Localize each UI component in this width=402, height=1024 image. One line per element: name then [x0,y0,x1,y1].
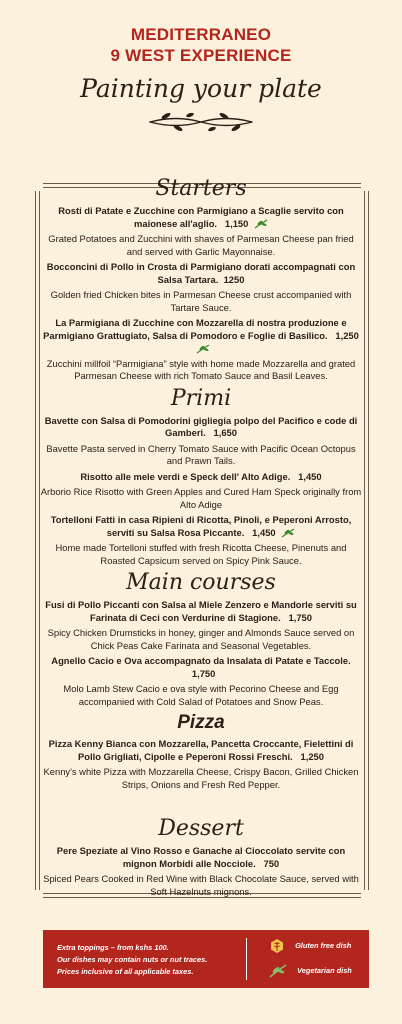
dish-price: 1,450 [298,470,322,482]
footer-divider [246,938,247,980]
dish-english: Spiced Pears Cooked in Red Wine with Black Chocolate Sauce, served with Soft Hazelnuts mignons. [43,873,359,897]
vegetarian-leaf-icon [281,528,295,538]
dish-italian: Risotto alle mele verdi e Speck dell' Alto Adige. [80,470,291,482]
dish-english: Spicy Chicken Drumsticks in honey, ginger and Almonds Sauce served on Chick Peas Cake Farinata and Seasonal Vegetables. [47,627,355,651]
dish-item [40,655,362,708]
menu-header [0,24,402,135]
dish-price: 750 [263,857,280,869]
legend-gluten-free-label: Gluten free dish [295,940,352,950]
dish-price: 1,650 [213,427,237,438]
dish-item [40,261,362,314]
dish-italian: Bavette con Salsa di Pomodorini gigliegia polpo del Pacifico e code di Gamberi. [44,414,358,438]
dish-price: 1,750 [191,667,216,679]
dish-english: Golden fried Chicken bites in Parmesan Cheese crust accompanied with Tartare Sauce. [50,289,352,313]
dish-italian: Fusi di Pollo Piccanti con Salsa al Miele Zenzero e Mandorle serviti su Farinata di Ceci con Verdurine di Stagione. [45,599,357,623]
legend-vegetarian-label: Vegetarian dish [297,965,352,975]
dish-italian: Pizza Kenny Bianca con Mozzarella, Pancetta Croccante, Fielettini di Pollo Grigliati, Cipolle e Peperoni Rossi Freschi. [48,738,354,762]
menu-content [40,176,362,901]
dish-italian: Agnello Cacio e Ova accompagnato da Insalata di Patate e Taccole. [51,655,351,666]
dish-item [40,415,362,468]
dish-item [40,845,362,898]
section-title-primi: Primi [170,385,232,411]
dish-italian: Pere Speziate al Vino Rosso e Ganache al Cioccolato servite con mignon Morbidi alle Nocciole. [56,845,346,869]
dish-item [40,205,362,258]
dish-price: 1,250 [335,329,359,341]
brand-line-2: 9 WEST EXPERIENCE [110,46,292,65]
section-title-dessert: Dessert [158,816,244,841]
footer-notes [57,942,207,978]
section-title-starters: Starters [155,176,247,201]
brand-line-1: MEDITERRANEO [130,25,272,44]
dish-english: Grated Potatoes and Zucchini with shaves of Parmesan Cheese pan fried and served with Garlic Mayonnaise. [48,233,354,257]
dish-price: 1,450 [252,526,276,538]
dish-english: Home made Tortelloni stuffed with fresh Ricotta Cheese, Pinenuts and Roasted Capsicum served on Spicy Pink Sauce. [55,542,347,566]
legend-gluten-free [269,938,351,954]
dish-english: Zucchini millfoil “Parmigiana” style with home made Mozzarella and grated Parmesan Cheese with rich Tomato Sauce and Basil Leaves. [46,357,356,381]
dish-item [40,514,362,567]
dish-italian: La Parmigiana di Zucchine con Mozzarella di nostra produzione e Parmigiano Grattugiato, Salsa di Pomodoro e Foglie di Basilico. [43,317,347,341]
dish-item [40,317,362,383]
menu-footer [43,930,369,988]
dish-item [40,599,362,652]
dish-price: 1,750 [288,611,312,623]
dish-price: 1,250 [300,750,324,762]
section-title-mains: Main courses [126,570,276,595]
flourish-icon [146,109,256,135]
note-taxes: Prices inclusive of all applicable taxes. [57,967,194,976]
dish-english: Arborio Rice Risotto with Green Apples and Cured Ham Speck originally from Alto Adige [40,486,362,510]
vegetarian-leaf-icon [196,344,210,354]
note-nuts: Our dishes may contain nuts or nut traces. [57,955,208,964]
dish-italian: Rosti di Patate e Zucchine con Parmigiano a Scaglie servito con maionese all'aglio. [58,205,344,229]
vegetarian-leaf-icon [254,219,268,229]
dish-item [40,471,362,512]
dish-price: 1,150 [224,217,249,229]
gluten-free-icon [269,938,285,954]
legend-vegetarian [269,964,352,978]
section-title-pizza: Pizza [177,712,225,733]
dish-italian: Tortelloni Fatti in casa Ripieni di Ricotta, Pinoli, e Peperoni Arrosto, serviti su Salsa Rosa Piccante. [50,514,352,538]
dish-english: Bavette Pasta served in Cherry Tomato Sauce with Pacific Ocean Octopus and Prawn Tails. [46,442,356,466]
note-extra-toppings: Extra toppings – from kshs 100. [57,943,169,952]
tagline: Painting your plate [80,74,322,103]
dish-italian: Bocconcini di Pollo in Crosta di Parmigiano dorati accompagnati con Salsa Tartara. [46,261,356,285]
vegetarian-leaf-icon [269,964,287,978]
dish-english: Kenny's white Pizza with Mozzarella Cheese, Crispy Bacon, Grilled Chicken Strips, Onions and Fresh Red Pepper. [43,766,359,790]
dish-item [40,738,362,791]
dish-english: Molo Lamb Stew Cacio e ova style with Pecorino Cheese and Egg accompanied with Cold Salad of Potatoes and Snow Peas. [63,683,339,707]
dish-price: 1250 [223,273,245,285]
